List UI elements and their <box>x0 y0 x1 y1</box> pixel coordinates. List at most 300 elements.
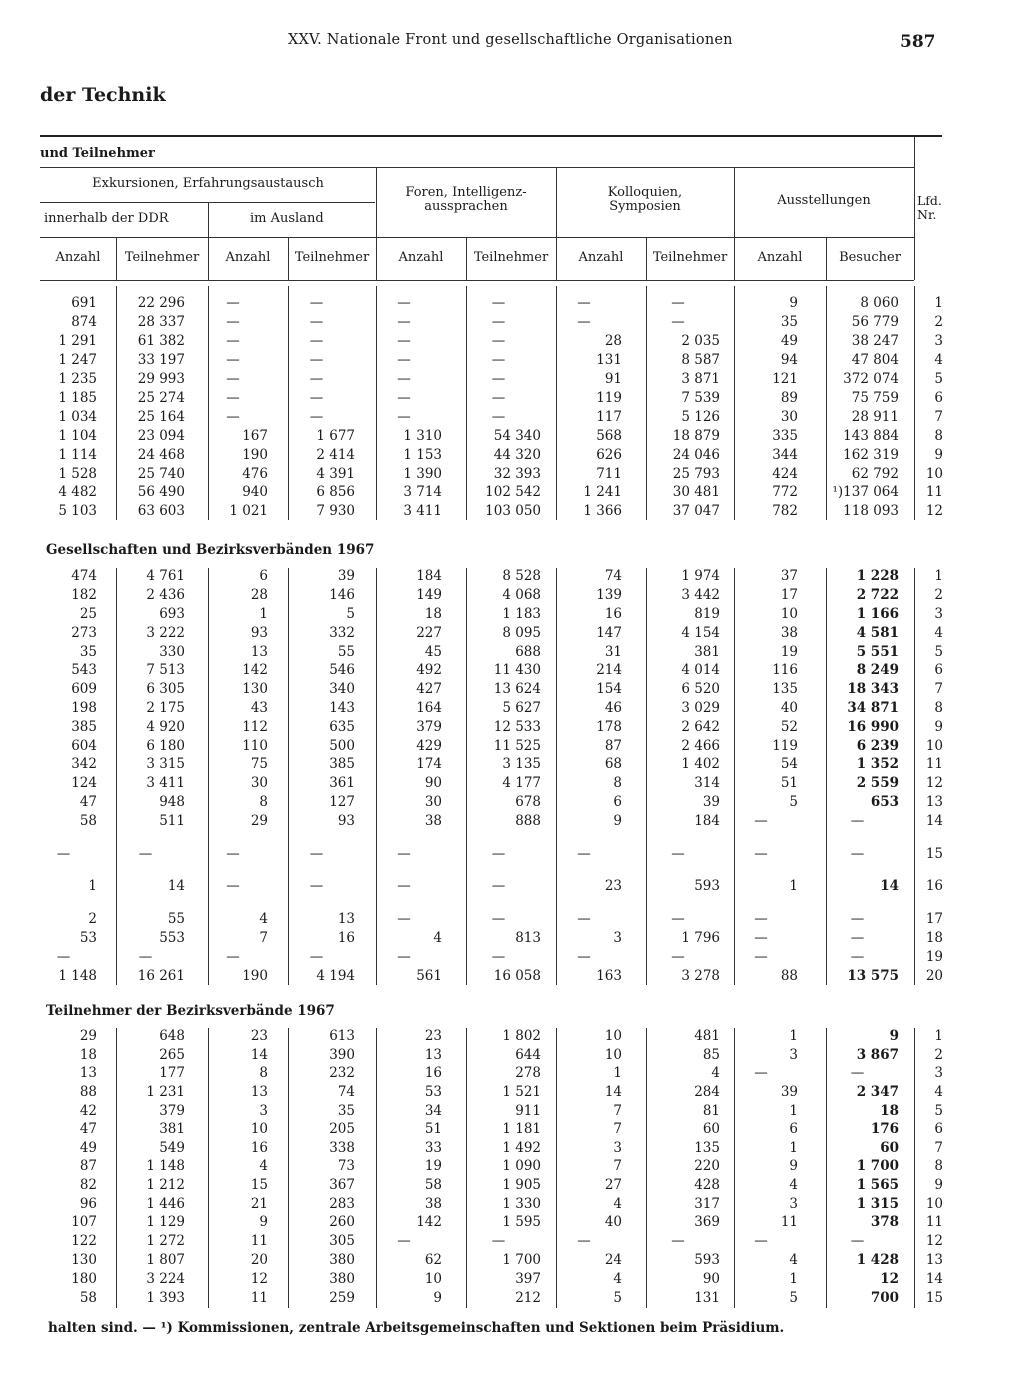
table-cell: 30 <box>424 794 442 810</box>
row-number-cell: 5 <box>934 644 943 660</box>
table-cell: 1 212 <box>146 1177 185 1193</box>
table-cell: 25 <box>79 606 97 622</box>
table-cell: 9 <box>789 295 798 311</box>
table-cell: 40 <box>780 700 798 716</box>
table-cell: 12 <box>880 1271 899 1287</box>
table-cell: 9 <box>789 1158 798 1174</box>
table-cell: — <box>309 333 324 349</box>
col-header-9: Anzahl <box>757 250 803 265</box>
table-cell: 1 148 <box>146 1158 185 1174</box>
table-cell: 1 183 <box>502 606 541 622</box>
table-cell: 15 <box>250 1177 268 1193</box>
table-cell: 60 <box>702 1121 720 1137</box>
table-cell: 314 <box>694 775 720 791</box>
table-cell: — <box>850 813 865 829</box>
table-cell: — <box>226 878 240 894</box>
section-title-3: Teilnehmer der Bezirksverbände 1967 <box>46 1003 335 1019</box>
table-cell: 511 <box>159 813 185 829</box>
row-number-cell: 1 <box>934 1028 943 1044</box>
table-cell: 1 352 <box>856 756 899 772</box>
table-cell: 21 <box>250 1196 268 1212</box>
table-cell: 154 <box>596 681 622 697</box>
table-cell: 16 <box>250 1140 268 1156</box>
table-cell: 1 231 <box>146 1084 185 1100</box>
table-cell: 380 <box>329 1252 355 1268</box>
table-cell: 38 247 <box>851 333 899 349</box>
header-rule-1 <box>40 167 914 168</box>
table-cell: 117 <box>596 409 622 425</box>
table-cell: — <box>577 314 591 330</box>
row-number-cell: 4 <box>934 625 943 641</box>
table-cell: 9 <box>259 1214 268 1230</box>
table-cell: 16 990 <box>847 719 899 735</box>
table-cell: — <box>56 846 71 862</box>
row-number-cell: 7 <box>934 681 943 697</box>
table-cell: 4 068 <box>502 587 541 603</box>
table-cell: 232 <box>329 1065 355 1081</box>
table-cell: — <box>397 390 411 406</box>
table-cell: 16 058 <box>493 968 541 984</box>
table-cell: 380 <box>329 1271 355 1287</box>
table-cell: 42 <box>79 1103 97 1119</box>
table-cell: 1 330 <box>502 1196 541 1212</box>
table-cell: 3 442 <box>681 587 720 603</box>
table-cell: 6 856 <box>316 484 355 500</box>
col-header-6: Teilnehmer <box>473 250 549 265</box>
table-cell: 85 <box>702 1047 720 1063</box>
table-cell: 4 154 <box>681 625 720 641</box>
table-cell: 35 <box>79 644 97 660</box>
table-cell: 278 <box>515 1065 541 1081</box>
table-cell: 2 175 <box>146 700 185 716</box>
table-cell: — <box>577 846 591 862</box>
table-cell: 110 <box>242 738 268 754</box>
table-cell: 8 095 <box>502 625 541 641</box>
table-cell: 1 528 <box>58 466 97 482</box>
table-cell: 11 <box>250 1290 268 1306</box>
table-cell: 6 239 <box>856 738 899 754</box>
table-cell: 1 090 <box>502 1158 541 1174</box>
table-cell: 8 249 <box>856 662 899 678</box>
table-cell: — <box>309 371 324 387</box>
table-cell: — <box>850 930 865 946</box>
table-cell: — <box>397 1233 411 1249</box>
table-cell: 2 559 <box>856 775 899 791</box>
table-cell: 782 <box>772 503 798 519</box>
table-cell: 32 393 <box>493 466 541 482</box>
row-number-cell: 11 <box>925 756 943 772</box>
table-cell: 6 520 <box>681 681 720 697</box>
table-cell: 4 177 <box>502 775 541 791</box>
header-exhibitions: Ausstellungen <box>777 193 871 208</box>
table-cell: 7 <box>259 930 268 946</box>
col-header-5: Anzahl <box>398 250 444 265</box>
table-cell: 37 047 <box>672 503 720 519</box>
table-cell: 265 <box>159 1047 185 1063</box>
table-cell: 47 <box>79 794 97 810</box>
table-cell: 39 <box>780 1084 798 1100</box>
table-cell: 653 <box>870 794 899 810</box>
table-cell: 1 402 <box>681 756 720 772</box>
header-lfd-nr: Lfd. Nr. <box>917 193 942 222</box>
table-cell: 28 <box>250 587 268 603</box>
table-cell: 428 <box>694 1177 720 1193</box>
table-cell: 38 <box>424 813 442 829</box>
table-cell: — <box>226 333 240 349</box>
table-cell: 23 <box>250 1028 268 1044</box>
table-cell: 103 050 <box>485 503 541 519</box>
table-cell: 49 <box>79 1140 97 1156</box>
table-cell: — <box>226 390 240 406</box>
table-cell: 56 490 <box>137 484 185 500</box>
table-cell: 74 <box>604 568 622 584</box>
table-cell: 609 <box>71 681 97 697</box>
table-cell: 1 129 <box>146 1214 185 1230</box>
table-cell: 648 <box>159 1028 185 1044</box>
table-cell: 174 <box>416 756 442 772</box>
table-cell: 9 <box>613 813 622 829</box>
col-header-10: Besucher <box>839 250 901 265</box>
table-cell: 164 <box>416 700 442 716</box>
table-cell: 31 <box>604 644 622 660</box>
table-cell: 3 <box>789 1047 798 1063</box>
table-cell: 361 <box>329 775 355 791</box>
table-cell: 146 <box>329 587 355 603</box>
table-cell: 3 222 <box>146 625 185 641</box>
table-cell: 214 <box>596 662 622 678</box>
table-cell: 1 677 <box>316 428 355 444</box>
table-cell: 1 114 <box>58 447 97 463</box>
table-cell: 96 <box>79 1196 97 1212</box>
row-number-cell: 18 <box>925 930 943 946</box>
table-cell: 35 <box>337 1103 355 1119</box>
table-cell: 367 <box>329 1177 355 1193</box>
table-cell: 53 <box>424 1084 442 1100</box>
table-cell: 167 <box>242 428 268 444</box>
table-cell: 1 390 <box>403 466 442 482</box>
table-cell: 135 <box>772 681 798 697</box>
table-cell: 130 <box>242 681 268 697</box>
table-cell: 1 241 <box>583 484 622 500</box>
table-cell: 390 <box>329 1047 355 1063</box>
table-cell: 1 <box>789 1028 798 1044</box>
table-cell: 6 <box>789 1121 798 1137</box>
table-cell: 47 804 <box>851 352 899 368</box>
table-cell: 1 291 <box>58 333 97 349</box>
table-cell: 4 <box>613 1196 622 1212</box>
table-cell: 481 <box>694 1028 720 1044</box>
table-cell: 5 <box>346 606 355 622</box>
table-cell: 427 <box>416 681 442 697</box>
table-cell: 51 <box>424 1121 442 1137</box>
row-number-cell: 1 <box>934 295 943 311</box>
table-cell: 180 <box>71 1271 97 1287</box>
table-cell: — <box>754 911 768 927</box>
table-cell: — <box>309 352 324 368</box>
row-number-cell: 9 <box>934 447 943 463</box>
header-within-ddr: innerhalb der DDR <box>44 211 169 226</box>
table-cell: 911 <box>515 1103 541 1119</box>
row-number-cell: 3 <box>934 1065 943 1081</box>
table-cell: 948 <box>159 794 185 810</box>
table-cell: 397 <box>515 1271 541 1287</box>
table-cell: 700 <box>870 1290 899 1306</box>
table-cell: 888 <box>515 813 541 829</box>
table-cell: 23 <box>604 878 622 894</box>
table-cell: 13 <box>79 1065 97 1081</box>
table-cell: 813 <box>515 930 541 946</box>
table-cell: — <box>754 813 768 829</box>
table-cell: 29 <box>79 1028 97 1044</box>
table-cell: 9 <box>889 1028 899 1044</box>
header-abroad: im Ausland <box>250 211 324 226</box>
table-cell: — <box>491 846 506 862</box>
table-cell: — <box>577 911 591 927</box>
table-cell: 182 <box>71 587 97 603</box>
table-cell: 25 274 <box>137 390 185 406</box>
table-cell: 476 <box>242 466 268 482</box>
row-number-cell: 3 <box>934 333 943 349</box>
table-cell: — <box>138 949 153 965</box>
table-cell: 55 <box>337 644 355 660</box>
table-cell: 143 <box>329 700 355 716</box>
table-cell: — <box>138 846 153 862</box>
table-cell: 1 <box>789 1271 798 1287</box>
table-cell: ¹)137 064 <box>832 484 899 500</box>
table-cell: — <box>850 1065 865 1081</box>
table-cell: 568 <box>596 428 622 444</box>
table-cell: 385 <box>71 719 97 735</box>
table-cell: 1 <box>789 1103 798 1119</box>
table-cell: 5 <box>789 794 798 810</box>
table-cell: 16 <box>604 606 622 622</box>
row-number-cell: 10 <box>925 738 943 754</box>
table-cell: 61 382 <box>137 333 185 349</box>
table-cell: 30 <box>780 409 798 425</box>
table-cell: 28 337 <box>137 314 185 330</box>
row-number-cell: 9 <box>934 719 943 735</box>
table-cell: 34 871 <box>847 700 899 716</box>
row-number-cell: 8 <box>934 700 943 716</box>
table-cell: 10 <box>604 1028 622 1044</box>
table-cell: 1 807 <box>146 1252 185 1268</box>
table-cell: 35 <box>780 314 798 330</box>
table-cell: 4 <box>711 1065 720 1081</box>
row-number-cell: 9 <box>934 1177 943 1193</box>
table-cell: — <box>309 295 324 311</box>
row-number-cell: 1 <box>934 568 943 584</box>
table-cell: 1 228 <box>856 568 899 584</box>
table-cell: 55 <box>167 911 185 927</box>
table-cell: 283 <box>329 1196 355 1212</box>
table-cell: 3 029 <box>681 700 720 716</box>
table-cell: 142 <box>416 1214 442 1230</box>
table-cell: 5 126 <box>681 409 720 425</box>
table-cell: 8 528 <box>502 568 541 584</box>
table-cell: 332 <box>329 625 355 641</box>
table-cell: 60 <box>880 1140 899 1156</box>
table-cell: 25 164 <box>137 409 185 425</box>
table-cell: 39 <box>702 794 720 810</box>
table-cell: 3 224 <box>146 1271 185 1287</box>
table-cell: 7 <box>613 1121 622 1137</box>
row-number-cell: 3 <box>934 606 943 622</box>
table-cell: 18 <box>79 1047 97 1063</box>
table-cell: — <box>309 878 324 894</box>
table-cell: — <box>397 846 411 862</box>
table-cell: 162 319 <box>843 447 899 463</box>
table-cell: 284 <box>694 1084 720 1100</box>
table-cell: 1 315 <box>856 1196 899 1212</box>
table-cell: — <box>309 390 324 406</box>
table-cell: 4 194 <box>316 968 355 984</box>
table-cell: — <box>671 295 685 311</box>
table-cell: 88 <box>79 1084 97 1100</box>
table-cell: 3 <box>259 1103 268 1119</box>
table-cell: 58 <box>79 1290 97 1306</box>
table-cell: 58 <box>424 1177 442 1193</box>
table-cell: 3 867 <box>856 1047 899 1063</box>
table-cell: 43 <box>250 700 268 716</box>
table-cell: — <box>491 333 506 349</box>
table-cell: 6 <box>259 568 268 584</box>
running-title: XXV. Nationale Front und gesellschaftliche Organisationen <box>288 32 733 48</box>
table-cell: 369 <box>694 1214 720 1230</box>
table-cell: 33 <box>424 1140 442 1156</box>
table-cell: 91 <box>604 371 622 387</box>
table-cell: — <box>754 1065 768 1081</box>
table-cell: 2 347 <box>856 1084 899 1100</box>
table-cell: — <box>671 846 685 862</box>
table-cell: 7 <box>613 1103 622 1119</box>
table-top-rule <box>40 135 942 137</box>
table-cell: 379 <box>159 1103 185 1119</box>
table-cell: 18 343 <box>847 681 899 697</box>
row-number-cell: 8 <box>934 428 943 444</box>
section-title-2: Gesellschaften und Bezirksverbänden 1967 <box>46 542 375 558</box>
table-cell: 340 <box>329 681 355 697</box>
table-cell: 1 <box>259 606 268 622</box>
table-cell: 5 <box>613 1290 622 1306</box>
table-cell: 122 <box>71 1233 97 1249</box>
table-cell: 1 802 <box>502 1028 541 1044</box>
table-cell: 205 <box>329 1121 355 1137</box>
table-cell: — <box>754 949 768 965</box>
table-cell: — <box>491 878 506 894</box>
table-cell: 7 <box>613 1158 622 1174</box>
table-cell: — <box>397 295 411 311</box>
row-number-cell: 12 <box>925 503 943 519</box>
table-cell: — <box>491 390 506 406</box>
table-cell: 13 <box>250 1084 268 1100</box>
table-cell: 8 587 <box>681 352 720 368</box>
table-cell: 28 <box>604 333 622 349</box>
table-cell: 10 <box>250 1121 268 1137</box>
table-cell: 429 <box>416 738 442 754</box>
table-cell: 28 911 <box>851 409 899 425</box>
table-cell: 63 603 <box>137 503 185 519</box>
table-cell: 190 <box>242 968 268 984</box>
table-cell: 75 <box>250 756 268 772</box>
table-cell: 6 305 <box>146 681 185 697</box>
table-cell: 139 <box>596 587 622 603</box>
table-cell: 22 296 <box>137 295 185 311</box>
table-cell: — <box>397 911 411 927</box>
footnote: halten sind. — ¹) Kommissionen, zentrale Arbeitsgemeinschaften und Sektionen beim Präsidium. <box>48 1320 785 1336</box>
table-cell: 549 <box>159 1140 185 1156</box>
table-cell: 190 <box>242 447 268 463</box>
table-cell: 819 <box>694 606 720 622</box>
table-cell: 1 905 <box>502 1177 541 1193</box>
table-cell: 3 135 <box>502 756 541 772</box>
table-cell: 121 <box>772 371 798 387</box>
table-cell: 30 481 <box>672 484 720 500</box>
table-cell: 14 <box>167 878 185 894</box>
table-cell: — <box>754 1233 768 1249</box>
table-cell: 93 <box>250 625 268 641</box>
table-cell: 1 595 <box>502 1214 541 1230</box>
table-cell: 135 <box>694 1140 720 1156</box>
table-cell: 4 <box>789 1252 798 1268</box>
table-cell: 13 <box>424 1047 442 1063</box>
table-cell: 54 <box>780 756 798 772</box>
row-number-cell: 15 <box>925 846 943 862</box>
table-cell: 198 <box>71 700 97 716</box>
table-cell: 330 <box>159 644 185 660</box>
table-cell: 372 074 <box>843 371 899 387</box>
table-cell: 13 624 <box>493 681 541 697</box>
table-cell: 3 <box>613 930 622 946</box>
table-cell: 130 <box>71 1252 97 1268</box>
table-cell: 52 <box>780 719 798 735</box>
table-cell: 593 <box>694 878 720 894</box>
table-cell: 4 <box>259 911 268 927</box>
table-cell: 553 <box>159 930 185 946</box>
table-cell: — <box>491 949 506 965</box>
table-cell: 305 <box>329 1233 355 1249</box>
row-number-cell: 11 <box>925 1214 943 1230</box>
table-cell: 14 <box>250 1047 268 1063</box>
table-cell: 5 551 <box>856 644 899 660</box>
table-cell: 34 <box>424 1103 442 1119</box>
row-number-cell: 11 <box>925 484 943 500</box>
table-cell: — <box>309 409 324 425</box>
table-cell: 474 <box>71 568 97 584</box>
table-cell: 317 <box>694 1196 720 1212</box>
table-cell: 23 <box>424 1028 442 1044</box>
table-cell: 8 <box>613 775 622 791</box>
table-cell: 1 492 <box>502 1140 541 1156</box>
table-cell: 93 <box>337 813 355 829</box>
table-cell: — <box>671 911 685 927</box>
table-cell: 11 <box>250 1233 268 1249</box>
table-cell: 3 <box>613 1140 622 1156</box>
table-cell: 6 180 <box>146 738 185 754</box>
table-cell: 1 153 <box>403 447 442 463</box>
row-number-cell: 17 <box>925 911 943 927</box>
table-cell: 378 <box>870 1214 899 1230</box>
table-cell: 1 700 <box>856 1158 899 1174</box>
table-cell: 58 <box>79 813 97 829</box>
table-cell: 2 035 <box>681 333 720 349</box>
table-cell: 14 <box>880 878 899 894</box>
row-number-cell: 7 <box>934 1140 943 1156</box>
table-cell: 1 166 <box>856 606 899 622</box>
table-cell: 8 <box>259 1065 268 1081</box>
table-cell: 3 411 <box>146 775 185 791</box>
col-header-3: Anzahl <box>225 250 271 265</box>
row-number-cell: 14 <box>925 1271 943 1287</box>
